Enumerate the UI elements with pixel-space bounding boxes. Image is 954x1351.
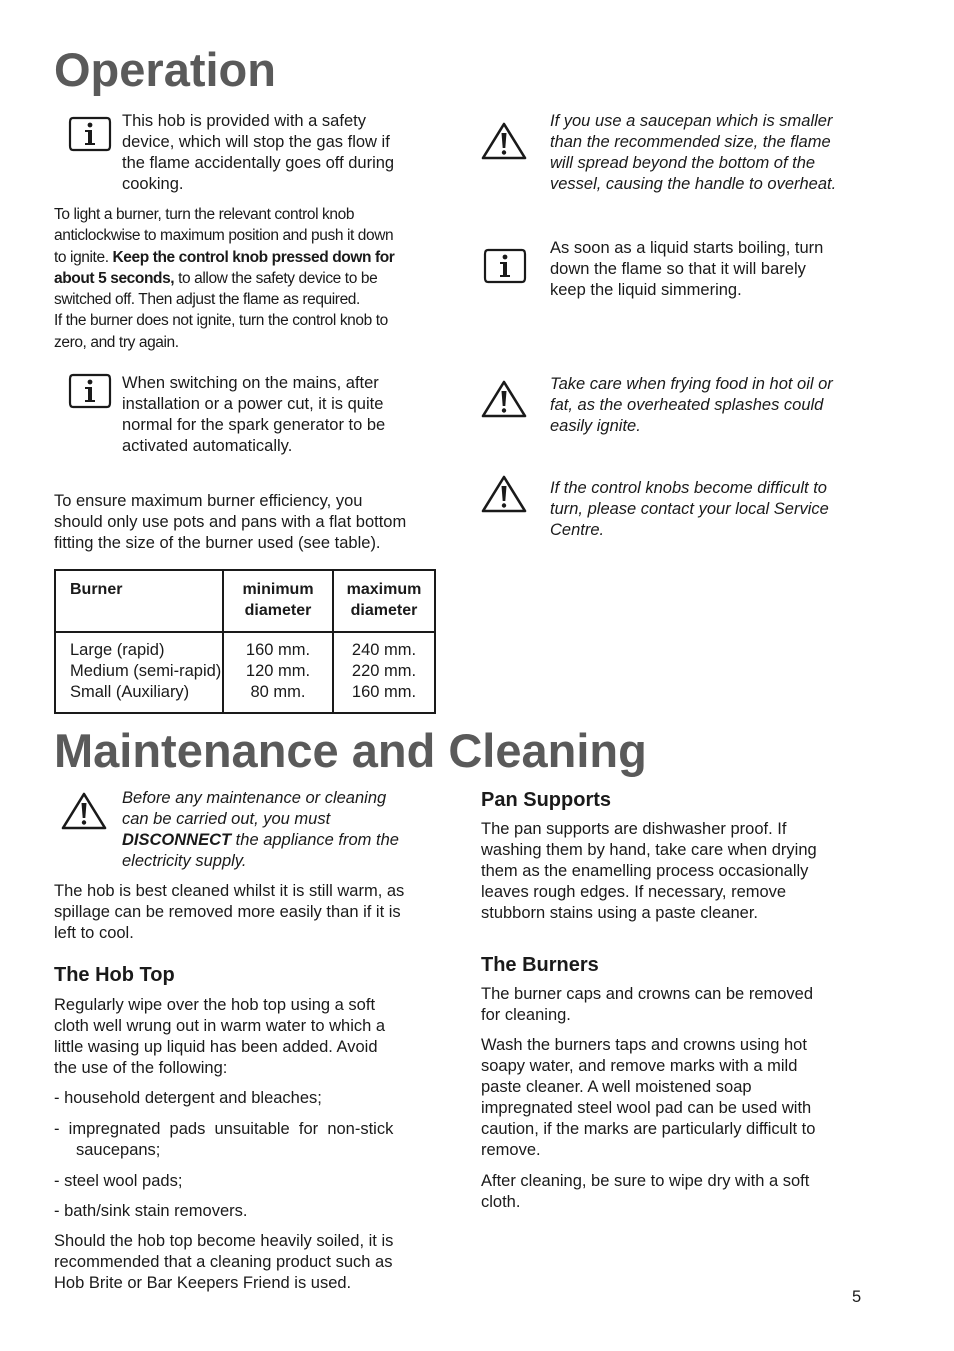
warning-icon (481, 379, 527, 419)
info-liquid-boiling: As soon as a liquid starts boiling, turn down the flame so that it will barely keep the liquid simmering. (550, 239, 824, 299)
table-row: Large (rapid) (70, 641, 165, 659)
lighting-instructions: To light a burner, turn the relevant control knob anticlockwise to maximum position and push it down to ignite. Keep the control knob pressed down for about 5 seconds, to allow the safety device to be switched off. Then adjust the flame as required. If the burner does not ignite, turn the control knob to zero, and try again. (54, 206, 395, 351)
list-item: saucepans; (76, 1141, 161, 1159)
warning-control-knobs: If the control knobs become difficult to turn, please contact your local Service Centre. (550, 479, 829, 539)
table-header-burner: Burner (55, 570, 223, 632)
table-row: Medium (semi-rapid) (70, 662, 222, 680)
info-icon (482, 246, 528, 286)
maintenance-title: Maintenance and Cleaning (54, 724, 647, 777)
table-cell-burner-names (55, 632, 223, 713)
pan-supports-heading: Pan Supports (481, 789, 612, 811)
operation-title: Operation (54, 43, 276, 96)
pan-supports-paragraph: The pan supports are dishwasher proof. If washing them by hand, take care when drying them as the enamelling process occasionally leaves rough edges. If necessary, remove stubborn stains using a paste cleaner. (481, 820, 817, 922)
warning-small-saucepan: If you use a saucepan which is smaller than the recommended size, the flame will spread beyond the bottom of the vessel, causing the handle to overheat. (550, 112, 837, 193)
list-item: - bath/sink stain removers. (54, 1202, 248, 1220)
warning-icon (61, 791, 107, 831)
page-number: 5 (852, 1288, 862, 1306)
list-item: - impregnated pads unsuitable for non-stick (54, 1120, 394, 1138)
list-item: - steel wool pads; (54, 1172, 183, 1190)
table-header-maximum: maximum diameter (333, 570, 435, 632)
burner-size-table (54, 569, 436, 714)
warning-hot-oil: Take care when frying food in hot oil or fat, as the overheated splashes could easily ignite. (550, 375, 833, 435)
table-cell-minimum: 160 mm. 120 mm. 80 mm. (223, 632, 333, 713)
list-item: - household detergent and bleaches; (54, 1089, 322, 1107)
burners-heading: The Burners (481, 954, 599, 976)
hob-top-section: Regularly wipe over the hob top using a soft cloth well wrung out in warm water to which a little wasing up liquid has been added. Avoid the use of the following: - household detergent and bleaches; - impregnated pads unsuitable for non-stick saucepans; - steel wool pads; - bath/sink stain removers. Should the hob top become heavily soiled, it is recommended that a cleaning product such as Hob Brite or Bar Keepers Friend is used. (54, 995, 437, 1294)
table-cell-maximum: 240 mm. 220 mm. 160 mm. (333, 632, 435, 713)
warning-icon (481, 121, 527, 161)
warning-icon (481, 474, 527, 514)
info-icon (67, 114, 113, 154)
table-row: Small (Auxiliary) (70, 683, 190, 701)
efficiency-paragraph: To ensure maximum burner efficiency, you should only use pots and pans with a flat bottom fitting the size of the burner used (see table). (54, 492, 407, 552)
clean-warm-paragraph: The hob is best cleaned whilst it is still warm, as spillage can be removed more easily than if it is left to cool. (54, 882, 405, 942)
info-icon (67, 371, 113, 411)
warning-disconnect: Before any maintenance or cleaning can be carried out, you must DISCONNECT the appliance from the electricity supply. (122, 789, 399, 870)
burners-section: The burner caps and crowns can be removed for cleaning. Wash the burners taps and crowns using hot soapy water, and remove marks with a mild paste cleaner. A well moistened soap impregnated steel wool pad can be used with caution, if the marks are particularly difficult to remove. After cleaning, be sure to wipe dry with a soft cloth. (481, 985, 816, 1211)
table-header-minimum: minimum diameter (223, 570, 333, 632)
info-safety-device: This hob is provided with a safety device, which will stop the gas flow if the flame accidentally goes off during cooking. (122, 112, 395, 193)
hob-top-heading: The Hob Top (54, 964, 175, 986)
info-spark-generator: When switching on the mains, after installation or a power cut, it is quite normal for the spark generator to be activated automatically. (122, 374, 386, 455)
